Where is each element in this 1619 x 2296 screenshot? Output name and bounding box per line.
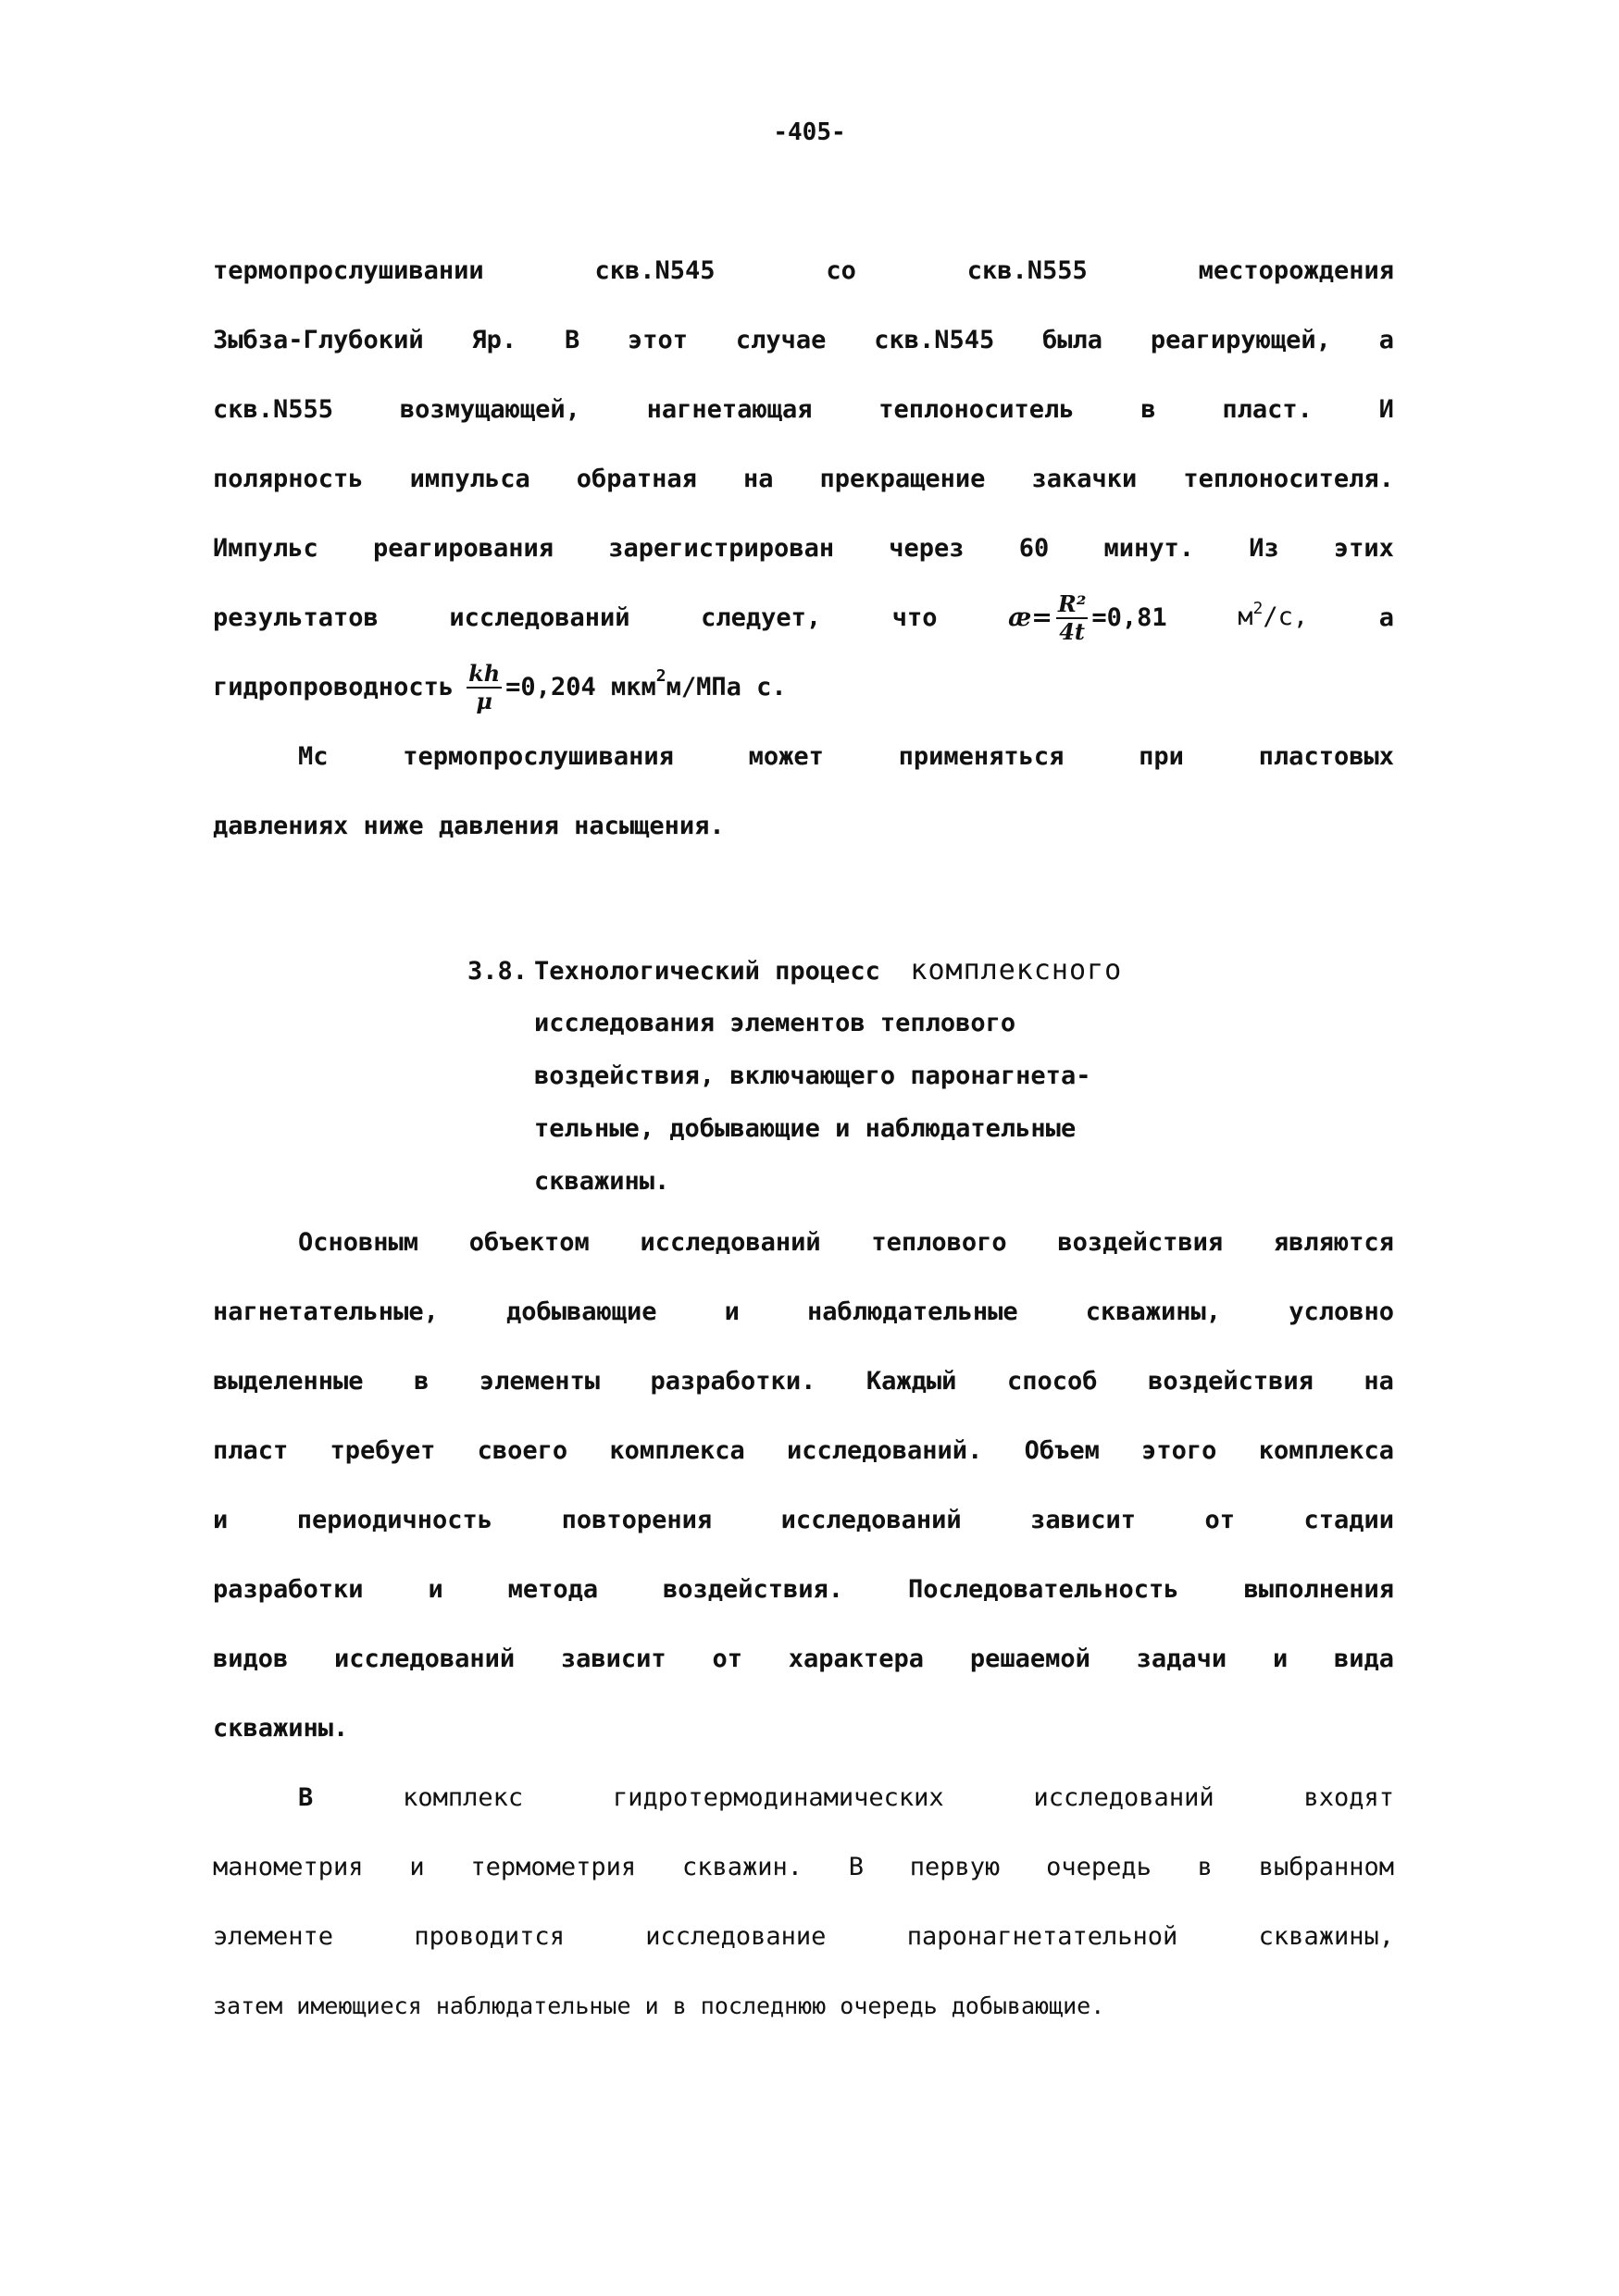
text-line (213, 514, 1394, 583)
unit (1238, 582, 1308, 654)
text-line (213, 722, 1394, 791)
word: а (1378, 603, 1394, 632)
formula-fraction (467, 659, 502, 714)
word: наблюдательные (807, 1297, 1018, 1326)
word: Яр. (471, 326, 517, 354)
heading-line: скважины. (534, 1167, 670, 1196)
word: реагирования (372, 534, 554, 563)
word: В (298, 1783, 314, 1812)
word: исследование (645, 1922, 827, 1951)
section-heading (467, 944, 1301, 1208)
word: теплового (871, 1228, 1007, 1257)
word: исследований (449, 603, 630, 632)
unit-tail: /с, (1263, 602, 1309, 631)
word: решаемой (969, 1644, 1090, 1673)
word: со (826, 256, 856, 285)
word: Из (1249, 534, 1279, 563)
word: являются (1273, 1228, 1394, 1257)
unit-superscript: 2 (655, 666, 666, 686)
word: выбранном (1258, 1853, 1394, 1881)
text-line (213, 1624, 1394, 1694)
word: применяться (898, 742, 1065, 771)
word: результатов (213, 603, 379, 632)
text-line (213, 1277, 1394, 1347)
text-line (213, 375, 1394, 444)
word: элементы (479, 1367, 600, 1396)
word: а (1378, 326, 1394, 354)
word: своего (477, 1436, 568, 1465)
word: комплекса (1258, 1436, 1394, 1465)
word: пластовых (1258, 742, 1394, 771)
word: исследований (780, 1506, 962, 1534)
unit-superscript: 2 (1252, 598, 1264, 618)
word: выполнения (1243, 1575, 1394, 1604)
word: от (1204, 1506, 1235, 1534)
heading-line: тельные, добывающие и наблюдательные (534, 1114, 1077, 1143)
word: минут. (1103, 534, 1194, 563)
word: на (1364, 1367, 1394, 1396)
word: в (1140, 395, 1156, 424)
word: скв.N545 (594, 256, 716, 285)
word: объектом (468, 1228, 590, 1257)
word: случае (735, 326, 827, 354)
word: периодичность (296, 1506, 493, 1534)
word: возмущающей, (399, 395, 580, 424)
word: исследований (1033, 1783, 1214, 1812)
word: Зыбза-Глубокий (213, 326, 424, 354)
word: следует, (701, 603, 822, 632)
word: и (213, 1506, 229, 1534)
word: В (848, 1853, 865, 1881)
word: Каждый (866, 1367, 957, 1396)
word: повторения (561, 1506, 713, 1534)
formula-lhs: æ= (1008, 603, 1052, 632)
word: условно (1289, 1297, 1394, 1326)
word: может (748, 742, 824, 771)
word: скважин. (681, 1853, 803, 1881)
word: проводится (414, 1922, 565, 1951)
word: воздействия. (663, 1575, 844, 1604)
word: задачи (1136, 1644, 1227, 1673)
word: скважины, (1085, 1297, 1222, 1326)
word: скв.N545 (874, 326, 995, 354)
word: Последовательность (907, 1575, 1179, 1604)
text-line (213, 1208, 1394, 1277)
word: исследований (640, 1228, 821, 1257)
word: зависит (560, 1644, 666, 1673)
text-line (213, 583, 1394, 652)
word: зарегистрирован (608, 534, 835, 563)
formula-value: =0,81 (1091, 603, 1167, 632)
word: термопрослушивания (403, 742, 674, 771)
text-line (213, 1971, 1394, 2041)
word: исследований. (787, 1436, 983, 1465)
paragraph-1 (213, 236, 1394, 722)
text-line (213, 652, 1394, 722)
word: вида (1333, 1644, 1394, 1673)
word: зависит (1030, 1506, 1136, 1534)
word: термопрослушивании (213, 256, 484, 285)
paragraph-3 (213, 1208, 1394, 1763)
word: что (891, 603, 938, 632)
word: через (889, 534, 965, 563)
word: этих (1333, 534, 1394, 563)
word: в (414, 1367, 430, 1396)
section-number: 3.8. (467, 957, 529, 986)
text-line (213, 444, 1394, 514)
formula-value: =0,204 мкм (505, 673, 656, 701)
formula-numerator: R² (1057, 590, 1087, 617)
word: месторождения (1198, 256, 1394, 285)
paragraph-4 (213, 1763, 1394, 2041)
word: нагнетательные, (213, 1297, 439, 1326)
word: пласт (213, 1436, 289, 1465)
word: входят (1303, 1783, 1394, 1812)
word: очередь (1046, 1853, 1152, 1881)
word: видов (213, 1644, 289, 1673)
word: манометрия (213, 1853, 364, 1881)
text-line (213, 1555, 1394, 1624)
text-line (213, 236, 1394, 305)
text-line (213, 1694, 1394, 1763)
word: импульса (409, 465, 530, 493)
word: от (712, 1644, 742, 1673)
formula-fraction (1056, 590, 1088, 645)
word: скв.N555 (213, 395, 334, 424)
word: метода (507, 1575, 599, 1604)
page-number: -405- (773, 118, 846, 146)
word: этого (1141, 1436, 1217, 1465)
text-line (213, 1485, 1394, 1555)
word: скв.N555 (966, 256, 1088, 285)
word: И (1378, 395, 1394, 424)
heading-line (467, 944, 1301, 997)
text-line (213, 305, 1394, 375)
word: была (1042, 326, 1103, 354)
word: Мс (298, 742, 329, 771)
text-line (213, 791, 1394, 861)
word: и (1272, 1644, 1289, 1673)
heading-line: воздействия, включающего паронагнета- (534, 1061, 1091, 1090)
word: скважины, (1258, 1922, 1394, 1951)
line-text: скважины. (213, 1714, 349, 1743)
word: воздействия (1148, 1367, 1314, 1396)
word: нагнетающая (646, 395, 813, 424)
hydroconductivity-formula (463, 652, 787, 722)
unit-base: м (1238, 602, 1253, 631)
heading-text: комплексного (910, 954, 1123, 987)
diffusivity-formula (1008, 583, 1167, 652)
formula-denominator: 4t (1059, 617, 1085, 645)
text-line (213, 1832, 1394, 1902)
text-line (213, 1902, 1394, 1971)
heading-text: Технологический процесс (534, 957, 880, 986)
word: закачки (1031, 465, 1138, 493)
word: элементе (213, 1922, 334, 1951)
word: пласт. (1222, 395, 1313, 424)
word: гидропроводность (213, 673, 455, 701)
word: в (1197, 1853, 1213, 1881)
word: стадии (1303, 1506, 1394, 1534)
word: теплоноситель (878, 395, 1075, 424)
text-line (213, 1416, 1394, 1485)
word: первую (909, 1853, 1001, 1881)
word: гидротермодинамических (613, 1783, 944, 1812)
line-text: затем имеющиеся наблюдательные и в последнюю очередь добывающие. (213, 1992, 1105, 2019)
word: комплекса (609, 1436, 745, 1465)
word: реагирующей, (1150, 326, 1331, 354)
word: требует (330, 1436, 436, 1465)
word: полярность (213, 465, 364, 493)
word: обратная (576, 465, 697, 493)
heading-line: исследования элементов теплового (534, 1009, 1016, 1037)
word: Основным (298, 1228, 419, 1257)
text-line (213, 1347, 1394, 1416)
word: характера (788, 1644, 925, 1673)
text-line (213, 1763, 1394, 1832)
word: исследований (334, 1644, 516, 1673)
word: способ (1006, 1367, 1098, 1396)
word: Импульс (213, 534, 318, 563)
word: разработки (213, 1575, 364, 1604)
formula-tail: м/МПа с. (666, 673, 787, 701)
word: паронагнетательной (906, 1922, 1178, 1951)
word: на (742, 465, 774, 493)
line-text: давлениях ниже давления насыщения. (213, 812, 725, 840)
word: теплоносителя. (1183, 465, 1394, 493)
word: термометрия (470, 1853, 637, 1881)
word: 60 (1018, 534, 1050, 563)
word: комплекс (403, 1783, 524, 1812)
word: и (724, 1297, 740, 1326)
word: и (428, 1575, 443, 1604)
formula-numerator: kh (468, 659, 501, 687)
paragraph-2 (213, 722, 1394, 861)
word: добывающие (505, 1297, 657, 1326)
word: воздействия (1057, 1228, 1224, 1257)
word: Объем (1024, 1436, 1100, 1465)
word: и (409, 1853, 425, 1881)
word: В (564, 326, 580, 354)
formula-denominator: μ (476, 687, 492, 714)
word: этот (628, 326, 689, 354)
word: выделенные (213, 1367, 364, 1396)
word: при (1139, 742, 1184, 771)
word: разработки. (650, 1367, 816, 1396)
word: прекращение (819, 465, 986, 493)
